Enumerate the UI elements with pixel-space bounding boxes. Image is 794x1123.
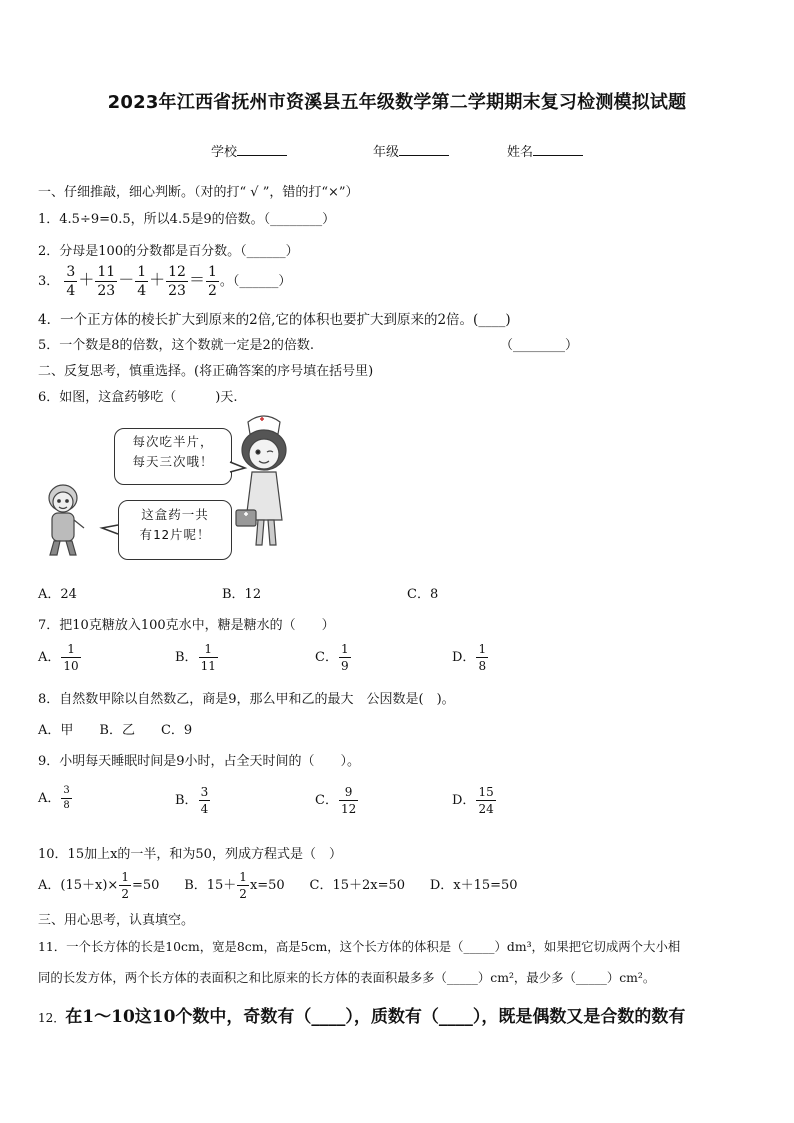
option-a-text: A．(15＋x)× [38, 878, 119, 893]
option-fraction: $\frac{9}{12}$ [340, 785, 357, 816]
grade-field[interactable] [373, 141, 449, 160]
option-label: B． [175, 793, 198, 808]
option-label: B． [175, 650, 198, 665]
question-3: 3． $\frac{3}{4}$ ＋ $\frac{11}{23}$ － $\frac{1}{4}$ ＋ $\frac{12}{23}$ ＝ $\frac{1}{2}$ 。（______） [38, 264, 292, 299]
school-label: 学校 [211, 145, 238, 160]
option-label: C． [315, 650, 338, 665]
option-label: D． [452, 793, 476, 808]
q3-number: 3． [38, 274, 60, 289]
bubble-1-line-1: 每次吃半片， [132, 434, 214, 449]
bubble-1-line-2: 每天三次哦！ [132, 454, 214, 469]
question-12 [38, 1002, 685, 1027]
question-1: 1．4.5÷9=0.5，所以4.5是9的倍数。（________） [38, 212, 336, 227]
question-7: 7．把10克糖放入100克水中，糖是糖水的（ ） [38, 618, 335, 633]
section-1-heading: 一、仔细推敲，细心判断。（对的打“ √ ”，错的打“×”） [38, 185, 359, 200]
option-fraction: $\frac{3}{4}$ [200, 785, 209, 816]
q7-option-d[interactable] [452, 643, 489, 672]
q9-option-b[interactable] [175, 786, 211, 815]
question-11-line-2: 同的长发方体，两个长方体的表面积之和比原来的长方体的表面积最多多（_____）cm²，最少多（_____）cm²。 [38, 970, 656, 985]
question-2: 2．分母是100的分数都是百分数。（______） [38, 244, 299, 259]
school-field[interactable] [211, 141, 287, 160]
q12-number: 12． [38, 1011, 66, 1025]
q10-option-a[interactable] [38, 870, 160, 901]
q9-option-c[interactable] [315, 786, 359, 815]
option-fraction: $\frac{1}{10}$ [63, 642, 79, 673]
nurse-and-child-illustration [30, 410, 300, 570]
q6-option-c[interactable]: C．8 [407, 587, 439, 602]
q6-option-a[interactable]: A．24 [38, 587, 77, 602]
name-blank[interactable] [533, 143, 583, 156]
question-9: 9．小明每天睡眠时间是9小时，占全天时间的（ ）。 [38, 754, 361, 769]
q8-options[interactable]: A．甲 B．乙 C．9 [38, 723, 193, 738]
q3-fraction-2: $\frac{11}{23}$ [97, 264, 116, 299]
q3-fraction-4: $\frac{12}{23}$ [168, 264, 186, 299]
school-blank[interactable] [237, 143, 287, 156]
option-b-fraction: $\frac{1}{2}$ [239, 870, 247, 901]
question-5: 5．一个数是8的倍数，这个数就一定是2的倍数. [38, 338, 314, 353]
q12-text: 在1～10这10个数中，奇数有（____），质数有（____），既是偶数又是合数的数有 [65, 1007, 686, 1027]
q5-answer-blank: （________） [500, 338, 579, 353]
q10-option-b[interactable] [184, 870, 285, 901]
nurse-figure [236, 416, 286, 545]
option-b-tail: x=50 [249, 878, 285, 893]
q7-option-b[interactable] [175, 643, 219, 672]
question-6: 6．如图，这盒药够吃（ )天. [38, 390, 238, 405]
section-2-heading: 二、反复思考，慎重选择。(将正确答案的序号填在括号里) [38, 364, 374, 379]
grade-label: 年级 [373, 145, 400, 160]
q9-option-a[interactable] [38, 786, 73, 811]
q9-option-d[interactable] [452, 786, 497, 815]
option-a-tail: =50 [131, 878, 160, 893]
bubble-2-line-1: 这盒药一共 [141, 507, 209, 522]
child-figure [49, 485, 84, 555]
option-fraction: $\frac{1}{9}$ [340, 642, 349, 673]
option-label: A． [38, 791, 61, 806]
q3-tail: 。（______） [219, 274, 292, 289]
option-fraction: $\frac{15}{24}$ [478, 785, 494, 816]
q10-option-d[interactable]: D．x＋15=50 [429, 878, 518, 893]
question-11-line-1: 11．一个长方体的长是10cm，宽是8cm，高是5cm，这个长方体的体积是（_____）dm³，如果把它切成两个大小相 [38, 939, 681, 954]
q7-option-a[interactable] [38, 643, 82, 672]
option-fraction: $\frac{3}{8}$ [63, 785, 70, 811]
q10-option-c[interactable]: C．15＋2x=50 [309, 878, 406, 893]
section-3-heading: 三、用心思考，认真填空。 [38, 913, 195, 928]
q7-option-c[interactable] [315, 643, 352, 672]
option-a-fraction: $\frac{1}{2}$ [121, 870, 129, 901]
option-fraction: $\frac{1}{8}$ [478, 642, 487, 673]
name-field[interactable] [507, 141, 583, 160]
question-8: 8．自然数甲除以自然数乙，商是9，那么甲和乙的最大 公因数是( )。 [38, 692, 455, 707]
option-fraction: $\frac{1}{11}$ [200, 642, 216, 673]
option-label: A． [38, 650, 61, 665]
bubble-2-line-2: 有12片呢！ [139, 527, 211, 542]
q10-options[interactable] [38, 871, 518, 900]
q6-option-b[interactable]: B．12 [222, 587, 262, 602]
option-b-text: B．15＋ [184, 878, 237, 893]
q3-fraction-3: $\frac{1}{4}$ [137, 264, 147, 299]
q3-fraction-1: $\frac{3}{4}$ [66, 264, 76, 299]
q3-fraction-5: $\frac{1}{2}$ [207, 264, 217, 299]
question-4: 4．一个正方体的棱长扩大到原来的2倍,它的体积也要扩大到原来的2倍。(____) [38, 312, 511, 328]
option-label: C． [315, 793, 338, 808]
name-label: 姓名 [507, 145, 534, 160]
option-label: D． [452, 650, 476, 665]
page-title: 2023年江西省抚州市资溪县五年级数学第二学期期末复习检测模拟试题 [107, 92, 687, 113]
question-10: 10．15加上x的一半，和为50，列成方程式是（ ） [38, 847, 342, 862]
grade-blank[interactable] [399, 143, 449, 156]
